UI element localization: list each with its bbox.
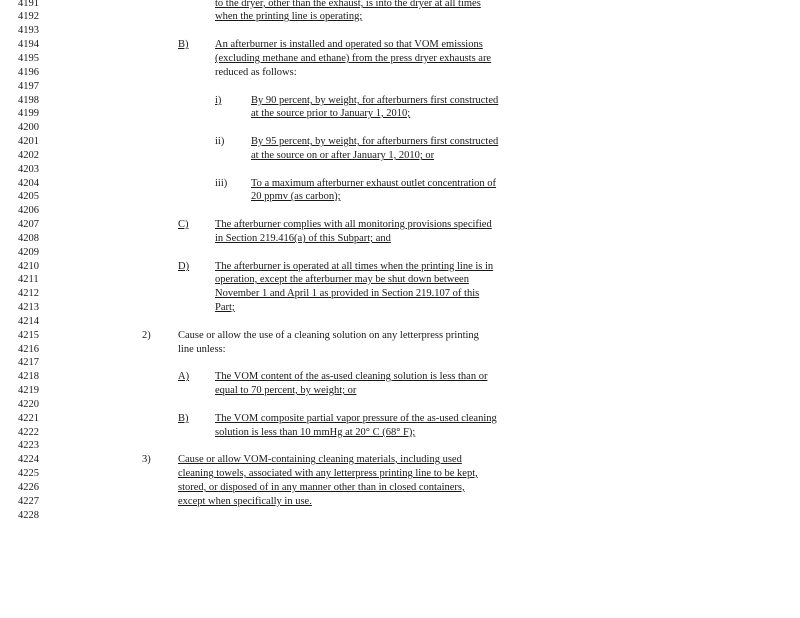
line-number: 4197 [18, 81, 39, 92]
item-marker: ii) [215, 136, 225, 147]
line-number: 4220 [18, 399, 39, 410]
line-number: 4206 [18, 205, 39, 216]
item-marker: 3) [142, 454, 151, 465]
item-marker: 2) [142, 330, 151, 341]
text-line: cleaning towels, associated with any letterpress printing line to be kept, [178, 468, 478, 479]
item-marker: B) [178, 39, 189, 50]
line-number: 4228 [18, 510, 39, 521]
line-number: 4218 [18, 371, 39, 382]
line-number: 4208 [18, 233, 39, 244]
line-number: 4214 [18, 316, 39, 327]
text-line: at the source on or after January 1, 2010; or [251, 150, 435, 161]
line-number: 4203 [18, 164, 39, 175]
text-line: solution is less than 10 mmHg at 20° C (68° F); [215, 427, 416, 438]
text-line: Part; [215, 302, 235, 313]
line-number: 4211 [18, 274, 39, 285]
text-line: at the source prior to January 1, 2010; [251, 108, 411, 119]
text-line: Cause or allow VOM-containing cleaning materials, including used [178, 454, 462, 465]
line-number: 4205 [18, 191, 39, 202]
text-line: (excluding methane and ethane) from the press dryer exhausts are [215, 53, 492, 64]
text-line: By 90 percent, by weight, for afterburners first constructed [251, 95, 499, 106]
line-number: 4215 [18, 330, 39, 341]
line-number: 4223 [18, 440, 39, 451]
line-number: 4207 [18, 219, 39, 230]
text-line: line unless: [178, 344, 226, 355]
text-line: November 1 and April 1 as provided in Section 219.107 of this [215, 288, 480, 299]
text-line: except when specifically in use. [178, 496, 312, 507]
line-number: 4217 [18, 357, 39, 368]
item-marker: D) [178, 261, 190, 272]
line-number: 4222 [18, 427, 39, 438]
item-marker: B) [178, 413, 189, 424]
text-line: in Section 219.416(a) of this Subpart; and [215, 233, 391, 244]
item-marker: iii) [215, 178, 228, 189]
line-number: 4192 [18, 11, 39, 22]
line-number: 4221 [18, 413, 39, 424]
line-number: 4194 [18, 39, 39, 50]
line-number: 4224 [18, 454, 39, 465]
line-number: 4204 [18, 178, 39, 189]
line-number: 4193 [18, 25, 39, 36]
line-number: 4212 [18, 288, 39, 299]
line-number: 4195 [18, 53, 39, 64]
line-number: 4191 [18, 0, 39, 9]
line-number: 4219 [18, 385, 39, 396]
text-line: The VOM composite partial vapor pressure of the as-used cleaning [215, 413, 497, 424]
line-number: 4226 [18, 482, 39, 493]
text-line: 20 ppmv (as carbon); [251, 191, 341, 202]
text-line: The afterburner complies with all monitoring provisions specified [215, 219, 492, 230]
line-number: 4209 [18, 247, 39, 258]
text-line: The afterburner is operated at all times when the printing line is in [215, 261, 494, 272]
line-number: 4210 [18, 261, 39, 272]
item-marker: A) [178, 371, 190, 382]
text-line: Cause or allow the use of a cleaning solution on any letterpress printing [178, 330, 479, 341]
line-number: 4196 [18, 67, 39, 78]
line-number: 4216 [18, 344, 39, 355]
text-line: when the printing line is operating; [215, 11, 363, 22]
item-marker: i) [215, 95, 222, 106]
text-line: stored, or disposed of in any manner other than in closed containers, [178, 482, 465, 493]
text-line: to the dryer, other than the exhaust, is into the dryer at all times [215, 0, 481, 9]
text-line: reduced as follows: [215, 67, 297, 78]
line-number: 4213 [18, 302, 39, 313]
line-number: 4227 [18, 496, 39, 507]
line-number: 4225 [18, 468, 39, 479]
text-line: The VOM content of the as-used cleaning solution is less than or [215, 371, 488, 382]
line-number: 4199 [18, 108, 39, 119]
line-number: 4201 [18, 136, 39, 147]
line-number: 4198 [18, 95, 39, 106]
line-number: 4202 [18, 150, 39, 161]
text-line: operation, except the afterburner may be shut down between [215, 274, 469, 285]
line-number: 4200 [18, 122, 39, 133]
text-line: equal to 70 percent, by weight; or [215, 385, 357, 396]
item-marker: C) [178, 219, 189, 230]
text-line: By 95 percent, by weight, for afterburners first constructed [251, 136, 499, 147]
text-line: An afterburner is installed and operated so that VOM emissions [215, 39, 483, 50]
text-line: To a maximum afterburner exhaust outlet concentration of [251, 178, 497, 189]
